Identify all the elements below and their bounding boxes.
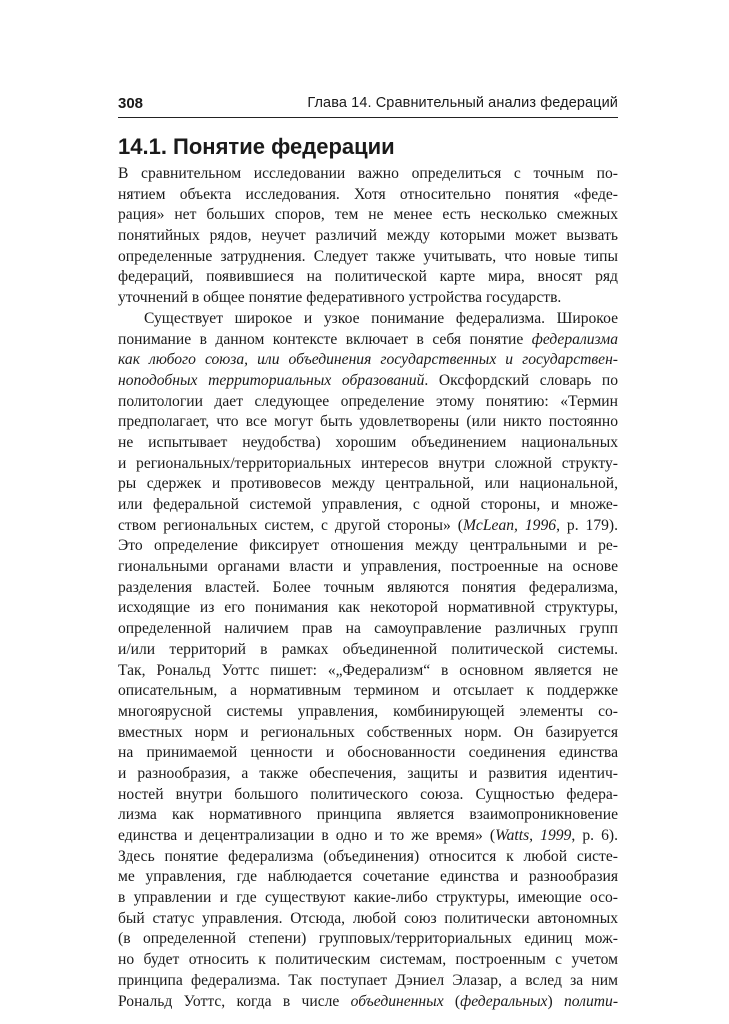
text-span: или федеральной системой управления, с одной стороны, и множе- — [118, 496, 618, 513]
text-line — [118, 743, 618, 764]
text-span: Так, Рональд Уоттс пишет: «„Федерализм“ в основном является не — [118, 661, 618, 679]
text-line — [118, 350, 618, 371]
text-span: понятийных рядов, неучет различий между которыми может вызвать — [118, 227, 618, 245]
text-span: федераций, появившиеся на политической карте мира, вносят ряд — [118, 268, 618, 286]
text-span: гиональными органами власти и управления, построенные на основе — [118, 558, 618, 576]
text-span: лизма как нормативного принципа является взаимопроникновение — [118, 806, 618, 824]
italic-span: федеральных — [460, 992, 548, 1010]
text-span: политологии дает следующее определение этому понятию: «Термин — [118, 392, 618, 410]
text-line — [118, 723, 618, 744]
text-span: предполагает, что все могут быть удовлетворены (или никто постоянно — [118, 413, 618, 431]
section-heading: 14.1. Понятие федерации — [118, 134, 395, 159]
text-span: на принимаемой ценности и обоснованности соединения единства — [118, 744, 618, 762]
text-span: Рональд Уоттс, когда в числе — [118, 992, 351, 1010]
text-span: , р. 6). — [571, 827, 619, 844]
text-span: Существует широкое и узкое понимание федерализма. Широкое — [144, 309, 618, 327]
text-span: определенные затруднения. Следует также учитывать, что новые типы — [118, 247, 618, 265]
text-span: многоярусной системы управления, комбинирующей элементы со- — [118, 702, 618, 720]
text-span: и региональных/территориальных интересов внутри сложной структу- — [118, 454, 618, 472]
text-line — [118, 619, 618, 640]
text-span: ностей внутри большого политического союза. Сущностью федера- — [118, 785, 618, 803]
text-line — [118, 598, 618, 619]
text-span: Это определение фиксирует отношения между центральными и ре- — [118, 537, 618, 555]
text-line — [118, 929, 618, 950]
text-line — [118, 640, 618, 661]
text-line — [118, 330, 618, 351]
text-line — [118, 826, 618, 847]
text-line — [118, 516, 618, 537]
text-span: бый статус управления. Отсюда, любой союз политически автономных — [118, 909, 618, 927]
text-span: и/или территорий в рамках объединенной политической системы. — [118, 640, 618, 658]
italic-span: полити- — [563, 992, 619, 1010]
header-divider — [118, 117, 618, 118]
text-line — [118, 785, 618, 806]
text-span: ры сдержек и противовесов между центральной, или национальной, — [118, 475, 618, 493]
text-line — [118, 205, 618, 226]
text-span: нятием объекта исследования. Хотя относительно понятия «феде- — [118, 185, 618, 203]
italic-span: ноподобных территориальных образований — [118, 371, 425, 389]
text-span: определенной наличием прав на самоуправление различных групп — [118, 620, 618, 638]
text-span: Здесь понятие федерализма (объединения) относится к любой систе- — [118, 847, 618, 865]
page-number: 308 — [118, 95, 144, 112]
text-span: в управлении и где существуют какие-либо структуры, имеющие осо- — [118, 889, 618, 907]
text-span: принципа федерализма. Так поступает Дэниел Элазар, а вслед за ним — [118, 971, 618, 989]
text-span: единства и децентрализации в одно и то же время» ( — [118, 827, 496, 844]
text-span: ством региональных систем, с другой стороны» ( — [118, 516, 463, 534]
text-line — [118, 681, 618, 702]
text-line — [118, 412, 618, 433]
text-span: ме управления, где наблюдается сочетание единства и разнообразия — [118, 868, 618, 886]
text-span: не испытывает неудобства) хорошим объединением национальных — [118, 433, 618, 451]
italic-span: объединенных — [350, 992, 444, 1010]
italic-span: как любого союза, или объединения государственных и государствен- — [118, 351, 618, 369]
text-line — [118, 536, 618, 557]
text-span: ) — [547, 992, 564, 1010]
text-span: понимание в данном контексте включает в себя понятие — [118, 330, 532, 348]
text-span: рация» нет больших споров, тем не менее есть несколько смежных — [118, 206, 618, 224]
text-line — [118, 288, 618, 309]
text-line — [118, 992, 618, 1013]
text-line — [118, 867, 618, 888]
text-span: описательным, а нормативным термином и отсылает к поддержке — [118, 682, 618, 700]
text-line — [118, 950, 618, 971]
text-span: но будет относить к политическим системам, построенным с учетом — [118, 951, 618, 969]
text-line — [118, 764, 618, 785]
text-line — [118, 309, 618, 330]
text-line — [118, 661, 618, 682]
running-header — [118, 93, 618, 115]
text-line — [118, 392, 618, 413]
text-span: исходящие из его понимания как некоторой нормативной структуры, — [118, 599, 618, 617]
text-line — [118, 185, 618, 206]
body-text — [118, 164, 618, 1012]
chapter-running-title: Глава 14. Сравнительный анализ федераций — [307, 95, 618, 111]
italic-span: McLean, 1996 — [462, 516, 557, 534]
text-line — [118, 164, 618, 185]
text-span: (в определенной степени) групповых/территориальных единиц мож- — [118, 930, 618, 948]
text-line — [118, 454, 618, 475]
text-span: В сравнительном исследовании важно определиться с точным по- — [118, 165, 618, 182]
text-line — [118, 371, 618, 392]
text-span: вместных норм и региональных собственных норм. Он базируется — [118, 723, 618, 741]
italic-span: Watts, 1999 — [495, 827, 572, 844]
text-line — [118, 495, 618, 516]
text-span: разделения властей. Более точным являются понятия федерализма, — [118, 578, 618, 596]
text-line — [118, 971, 618, 992]
text-span: уточнений в общее понятие федеративного устройства государств. — [118, 289, 562, 307]
text-line — [118, 557, 618, 578]
text-line — [118, 578, 618, 599]
text-line — [118, 433, 618, 454]
text-line — [118, 888, 618, 909]
italic-span: федерализма — [531, 330, 618, 348]
text-line — [118, 474, 618, 495]
text-span: и разнообразия, а также обеспечения, защиты и развития идентич- — [118, 764, 618, 782]
text-line — [118, 847, 618, 868]
text-span: , р. 179). — [556, 516, 618, 534]
text-span: ( — [443, 992, 461, 1010]
text-line — [118, 267, 618, 288]
text-line — [118, 909, 618, 930]
text-line — [118, 702, 618, 723]
text-span: . Оксфордский словарь по — [424, 371, 618, 389]
text-line — [118, 805, 618, 826]
text-line — [118, 226, 618, 247]
text-line — [118, 247, 618, 268]
